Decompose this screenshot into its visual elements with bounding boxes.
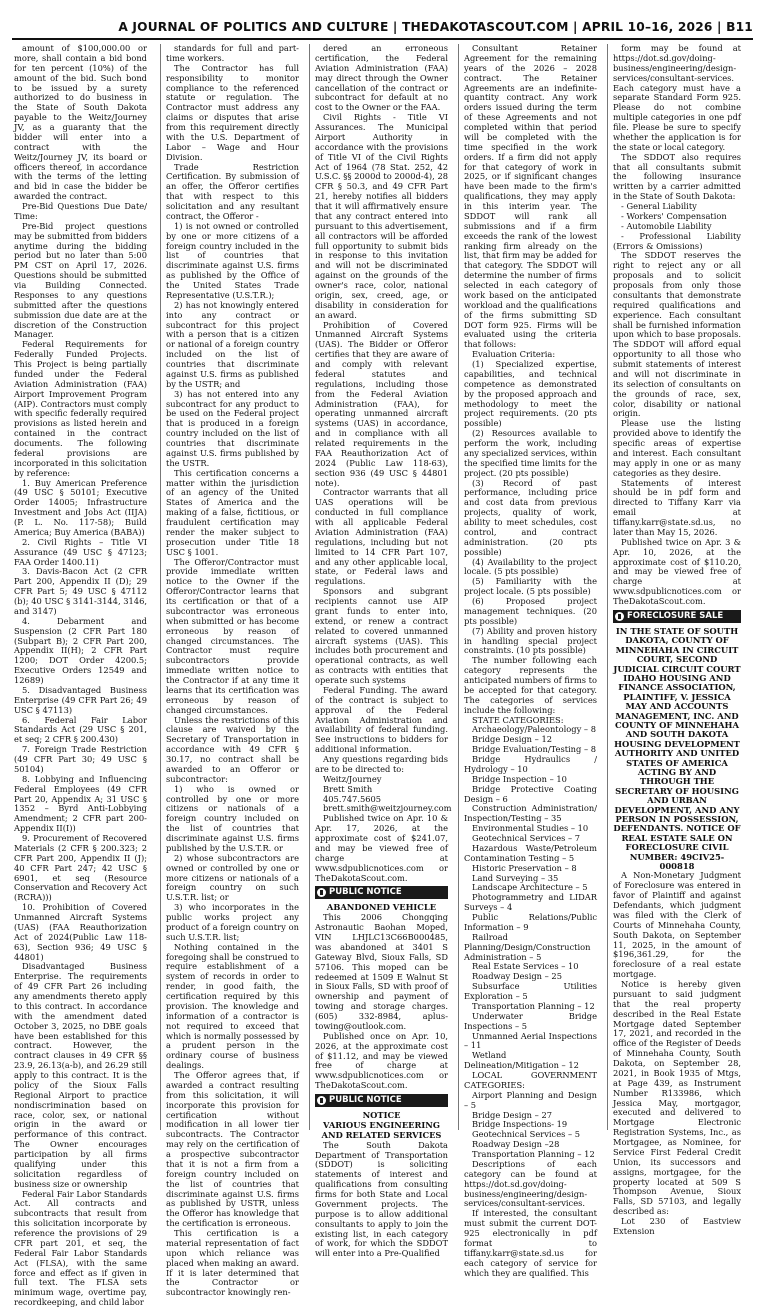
paragraph: Photogrammetry and LIDAR Surveys – 4 bbox=[464, 893, 597, 913]
paragraph: The Contractor has full responsibility to monitor compliance to the referenced statute or regulation. The Contractor must address any claims or disputes that arise from this requirement directly with the U.S. Department of Labor – Wage and Hour Division. bbox=[166, 64, 299, 163]
notice-heading: NOTICE bbox=[315, 1111, 448, 1121]
foreclosure-body: A Non-Monetary Judgment of Foreclosure was entered in favor of Plaintiff and against Defendants, which judgment was filed with the Clerk of Courts of Minnehaha County, South Dakota, on September 11, 2025, in the amount of $196,361.29, for the foreclosure of a real estate mortgage. bbox=[613, 871, 741, 980]
paragraph: (1) Specialized expertise, capabilities, and technical competence as demonstrated by the proposed approach and methodology to meet the project requirements. (20 pts possible) bbox=[464, 360, 597, 429]
paragraph: Please use the listing provided above to identify the specific areas of expertise and interest. Each consultant may apply in one or as many categories as they desire. bbox=[613, 419, 741, 478]
paragraph: dered an erroneous certification, the Federal Aviation Administration (FAA) may direct through the Owner cancellation of the contract or subcontract for default at no cost to the Owner or the FAA. bbox=[315, 44, 448, 113]
paragraph: Federal Requirements for Federally Funded Projects. This Project is being partially funded under the Federal Aviation Administration (FAA) Airport Improvement Program (AIP). Contractors must comply with specific federally required provisions as listed herein and contained in the contract documents. The following federal provisions are incorporated in this solicitation by reference: bbox=[14, 340, 147, 478]
paragraph: Transportation Planning – 12 bbox=[464, 1150, 597, 1160]
paragraph: Prohibition of Covered Unmanned Aircraft Systems (UAS). The Bidder or Offeror certifies that they are aware of and comply with relevant federal statutes and regulations, including those from the Federal Aviation Administration (FAA), for operating unmanned aircraft systems (UAS) in accordance, and in compliance with all related requirements in the FAA Reauthorization Act of 2024 (Public Law 118-63), section 936 (49 USC § 44801 note). bbox=[315, 321, 448, 489]
column-3 bbox=[315, 44, 448, 1130]
paragraph: 5. Disadvantaged Business Enterprise (49 CFR Part 26; 49 USC § 47113) bbox=[14, 686, 147, 716]
paragraph: Bridge Protective Coating Design – 6 bbox=[464, 785, 597, 805]
paragraph: 1) is not owned or controlled by one or more citizens of a foreign country included in the list of countries that discriminate against U.S. firms as published by the Office of the United States Trade Representative (U.S.T.R.); bbox=[166, 222, 299, 301]
paragraph: 3) who incorporates in the public works project any product of a foreign country on such U.S.T.R. list; bbox=[166, 903, 299, 943]
paragraph: Construction Administration/ Inspection/Testing – 35 bbox=[464, 804, 597, 824]
paragraph: If interested, the consultant must submit the current DOT-925 electronically in pdf format to tiffany.karr@state.sd.us for each category of service for which they are qualified. This bbox=[464, 1209, 597, 1278]
paragraph: Geotechnical Services – 5 bbox=[464, 1130, 597, 1140]
paragraph: 3. Davis-Bacon Act (2 CFR Part 200, Appendix II (D); 29 CFR Part 5; 49 USC § 47112 (b); 40 USC § 3141-3144, 3146, and 3147) bbox=[14, 567, 147, 616]
paragraph: 1) who is owned or controlled by one or more citizens or nationals of a foreign country included on the list of countries that discriminate against U.S. firms published by the U.S.T.R. or bbox=[166, 785, 299, 854]
paragraph: Roadway Design –28 bbox=[464, 1140, 597, 1150]
paragraph: Sponsors and subgrant recipients cannot use AIP grant funds to enter into, extend, or renew a contract related to covered unmanned aircraft systems (UAS). This includes both procurement and operational contracts, as well as contracts with entities that operate such systems bbox=[315, 587, 448, 686]
case-caption: IN THE STATE OF SOUTH DAKOTA, COUNTY OF MINNEHAHA IN CIRCUIT COURT, SECOND JUDICIAL CIRCUIT COURT IDAHO HOUSING AND FINANCE ASSOCIATION, PLAINTIFF, V. JESSICA MAY AND ACCOUNTS MANAGEMENT, INC. AND COUNTY OF MINNEHAHA AND SOUTH DAKOTA HOUSING DEVELOPMENT AUTHORITY AND UNITED STATES OF AMERICA ACTING BY AND THROUGH THE SECRETARY OF HOUSING AND URBAN DEVELOPMENT, AND ANY PERSON IN POSSESSION, DEFENDANTS. NOTICE OF REAL ESTATE SALE ON FORECLOSURE CIVIL NUMBER: 49CIV25-000818 bbox=[613, 627, 741, 872]
gavel-icon bbox=[317, 888, 326, 897]
masthead bbox=[0, 0, 765, 36]
paragraph: - Professional Liability (Errors & Omissions) bbox=[613, 232, 741, 252]
paragraph: STATE CATEGORIES: bbox=[464, 716, 597, 726]
paragraph: - Workers' Compensation bbox=[613, 212, 741, 222]
paragraph: 6. Federal Fair Labor Standards Act (29 USC § 201, et seq; 2 CFR § 200.430) bbox=[14, 716, 147, 746]
paragraph: 1. Buy American Preference (49 USC § 50101; Executive Order 14005; Infrastructure Investment and Jobs Act (IIJA) (P. L. No. 117-58); Build America; Buy America (BABA)) bbox=[14, 479, 147, 538]
publication-note: Published once on Apr. 10, 2026, at the approximate cost of $11.12, and may be viewed free of charge at www.sdpublicnotices.com or TheDakotaScout.com. bbox=[315, 1032, 448, 1091]
paragraph: Unless the restrictions of this clause are waived by the Secretary of Transportation in accordance with 49 CFR § 30.17, no contract shall be awarded to an Offeror or subcontractor: bbox=[166, 716, 299, 785]
banner-label: PUBLIC NOTICE bbox=[329, 887, 402, 897]
paragraph: 2. Civil Rights – Title VI Assurance (49 USC § 47123; FAA Order 1400.11) bbox=[14, 538, 147, 568]
paragraph: 2) whose subcontractors are owned or controlled by one or more citizens or nationals of a foreign country on such U.S.T.R. list; or bbox=[166, 854, 299, 903]
paragraph: Bridge Evaluation/Testing – 8 bbox=[464, 745, 597, 755]
paragraph: (3) Record of past performance, including price and cost data from previous projects, quality of work, ability to meet schedules, cost control, and contract administration. (20 pts possible) bbox=[464, 479, 597, 558]
column-1 bbox=[14, 44, 147, 1130]
column-2 bbox=[166, 44, 299, 1130]
paragraph: 2) has not knowingly entered into any contract or subcontract for this project with a person that is a citizen or national of a foreign country included on the list of countries that discriminate against U.S. firms as published by the USTR; and bbox=[166, 301, 299, 390]
paragraph: Any questions regarding bids are to be directed to: bbox=[315, 755, 448, 775]
paragraph: Underwater Bridge Inspections – 5 bbox=[464, 1012, 597, 1032]
masthead-text: A JOURNAL OF POLITICS AND CULTURE | THEDAKOTASCOUT.COM | APRIL 10–16, 2026 | B11 bbox=[118, 20, 753, 34]
column-3-body bbox=[315, 44, 448, 883]
paragraph: Weitz/Journey bbox=[315, 775, 448, 785]
paragraph: - General Liability bbox=[613, 202, 741, 212]
paragraph: Historic Preservation – 8 bbox=[464, 864, 597, 874]
paragraph: (6) Proposed project management techniques. (20 pts possible) bbox=[464, 597, 597, 627]
paragraph: Railroad Planning/Design/Construction Administration – 5 bbox=[464, 933, 597, 963]
paragraph: Contractor warrants that all UAS operations will be conducted in full compliance with all applicable Federal Aviation Administration (FAA) regulations, including but not limited to 14 CFR Part 107, and any other applicable local, state, or Federal laws and regulations. bbox=[315, 488, 448, 587]
notice-subheading: VARIOUS ENGINEERING AND RELATED SERVICES bbox=[315, 1121, 448, 1141]
gavel-icon bbox=[317, 1096, 326, 1105]
paragraph: LOCAL GOVERNMENT CATEGORIES: bbox=[464, 1071, 597, 1091]
paragraph: Civil Rights - Title VI Assurances. The Municipal Airport Authority in accordance with the provisions of Title VI of the Civil Rights Act of 1964 (78 Stat. 252, 42 U.S.C. §§ 2000d to 2000d-4), 28 CFR § 50.3, and 49 CFR Part 21, hereby notifies all bidders that it will affirmatively ensure that any contract entered into pursuant to this advertisement, all contractors will be afforded full opportunity to submit bids in response to this invitation and will not be discriminated against on the grounds of the owner's race, color, national origin, sex, creed, age, or disability in consideration for an award. bbox=[315, 113, 448, 320]
paragraph: Subsurface Utilities Exploration – 5 bbox=[464, 982, 597, 1002]
paragraph: 405.747.5605 bbox=[315, 795, 448, 805]
foreclosure-banner bbox=[613, 610, 741, 623]
paragraph: standards for full and part-time workers. bbox=[166, 44, 299, 64]
column-5-body bbox=[613, 44, 741, 607]
paragraph: Geotechnical Services – 7 bbox=[464, 834, 597, 844]
masthead-rule bbox=[12, 38, 753, 40]
paragraph: Trade Restriction Certification. By submission of an offer, the Offeror certifies that with respect to this solicitation and any resultant contract, the Offeror - bbox=[166, 163, 299, 222]
paragraph: Public Relations/Public Information – 9 bbox=[464, 913, 597, 933]
paragraph: (4) Availability to the project locale. (5 pts possible) bbox=[464, 558, 597, 578]
paragraph: Archaeology/Paleontology – 8 bbox=[464, 725, 597, 735]
paragraph: The SDDOT also requires that all consultants submit the following insurance written by a carrier admitted in the State of South Dakota: bbox=[613, 153, 741, 202]
banner-label: FORECLOSURE SALE bbox=[627, 611, 723, 621]
paragraph: Brett Smith bbox=[315, 785, 448, 795]
paragraph: (5) Familiarity with the project locale. (5 pts possible) bbox=[464, 577, 597, 597]
paragraph: form may be found at https://dot.sd.gov/doing-business/engineering/design-services/consultant-services. Each category must have a separate Standard Form 925. Please do not combine multiple categories in one pdf file. Please be sure to specify whether the application is for the state or local category. bbox=[613, 44, 741, 153]
paragraph: Roadway Design – 25 bbox=[464, 972, 597, 982]
foreclosure-body: Notice is hereby given pursuant to said judgment that the real property described in the Real Estate Mortgage dated September 17, 2021, and recorded in the office of the Register of Deeds of Minnehaha County, South Dakota, on September 28, 2021, in Book 1935 of Mtgs, at Page 439, as Instrument Number R133986, which Jessica May, mortgagor, executed and delivered to Mortgage Electronic Registration Systems, Inc., as Mortgagee, as Nominee, for Service First Federal Credit Union, its successors and assigns, mortgagee, for the property located at 509 S Thompson Avenue, Sioux Falls, SD 57103, and legally described as: bbox=[613, 980, 741, 1217]
notice-body: This 2006 Chongqing Astronautic Baohan Moped, VIN LHJLC13C66B000485, was abandoned at 3401 S Gateway Blvd, Sioux Falls, SD 57106. This moped can be redeemed at 1509 E Walnut St in Sioux Falls, SD with proof of ownership and payment of towing and storage charges. (605) 332-8984, aplus-towing@outlook.com. bbox=[315, 913, 448, 1032]
paragraph: 8. Lobbying and Influencing Federal Employees (49 CFR Part 20, Appendix A; 31 USC § 1352 – Byrd Anti-Lobbying Amendment; 2 CFR part 200- Appendix II(I)) bbox=[14, 775, 147, 834]
paragraph: The Offeror agrees that, if awarded a contract resulting from this solicitation, it will incorporate this provision for certification without modification in all lower tier subcontracts. The Contractor may rely on the certification of a prospective subcontractor that it is not a firm from a foreign country included on the list of countries that discriminate against U.S. firms as published by USTR, unless the Offeror has knowledge that the certification is erroneous. bbox=[166, 1071, 299, 1229]
paragraph: Bridge Design – 27 bbox=[464, 1111, 597, 1121]
paragraph: 9. Procurement of Recovered Materials (2 CFR § 200.323; 2 CFR Part 200, Appendix II (J); 40 CFR Part 247; 42 USC § 6901, et seq (Resource Conservation and Recovery Act (RCRA))) bbox=[14, 834, 147, 903]
paragraph: Pre-Bid Questions Due Date/ Time: bbox=[14, 202, 147, 222]
notice-columns bbox=[14, 44, 754, 1130]
paragraph: - Automobile Liability bbox=[613, 222, 741, 232]
public-notice-banner bbox=[315, 1094, 448, 1107]
paragraph: Landscape Architecture – 5 bbox=[464, 883, 597, 893]
foreclosure-body: Lot 230 of Eastview Extension bbox=[613, 1217, 741, 1237]
column-4 bbox=[464, 44, 597, 1130]
paragraph: (7) Ability and proven history in handling special project constraints. (10 pts possible) bbox=[464, 627, 597, 657]
paragraph: This certification is a material representation of fact upon which reliance was placed when making an award. If it is later determined that the Contractor or subcontractor knowingly ren- bbox=[166, 1229, 299, 1298]
paragraph: Descriptions of each category can be found at https://dot.sd.gov/doing-business/engineering/design-services/consultant-services. bbox=[464, 1160, 597, 1209]
paragraph: The number following each category represents the anticipated numbers of firms to be accepted for that category. The categories of services include the following: bbox=[464, 656, 597, 715]
paragraph: Bridge Inspections- 19 bbox=[464, 1120, 597, 1130]
gavel-icon bbox=[615, 612, 624, 621]
paragraph: Airport Planning and Design – 5 bbox=[464, 1091, 597, 1111]
paragraph: Transportation Planning – 12 bbox=[464, 1002, 597, 1012]
public-notice-banner bbox=[315, 886, 448, 899]
paragraph: Pre-Bid project questions may be submitted from bidders anytime during the bidding period but no later than 5:00 PM CST on April 17, 2026. Questions should be submitted via Building Connected. Responses to any questions submitted after the questions submission due date are at the discretion of the Construction Manager. bbox=[14, 222, 147, 341]
column-5 bbox=[613, 44, 741, 1130]
paragraph: Real Estate Services – 10 bbox=[464, 962, 597, 972]
paragraph: Federal Fair Labor Standards Act. All contracts and subcontracts that result from this solicitation incorporate by reference the provisions of 29 CFR part 201, et seq, the Federal Fair Labor Standards Act (FLSA), with the same force and effect as if given in full text. The FLSA sets minimum wage, overtime pay, recordkeeping, and child labor bbox=[14, 1190, 147, 1308]
paragraph: Land Surveying – 35 bbox=[464, 874, 597, 884]
paragraph: (2) Resources available to perform the work, including any specialized services, within the specified time limits for the project. (20 pts possible) bbox=[464, 429, 597, 478]
paragraph: brett.smith@weitzjourney.com bbox=[315, 804, 448, 814]
paragraph: Nothing contained in the foregoing shall be construed to require establishment of a system of records in order to render, in good faith, the certification required by this provision. The knowledge and information of a contractor is not required to exceed that which is normally possessed by a prudent person in the ordinary course of business dealings. bbox=[166, 943, 299, 1071]
paragraph: amount of $100,000.00 or more, shall contain a bid bond for ten percent (10%) of the amount of the bid. Such bond to be issued by a surety authorized to do business in the State of South Dakota payable to the Weitz/Journey JV, as a guaranty that the bidder will enter into a contract with the Weitz/Journey JV, its board or officers thereof, in accordance with the terms of the letting and bid in case the bidder be awarded the contract. bbox=[14, 44, 147, 202]
paragraph: Consultant Retainer Agreement for the remaining years of the 2026 – 2028 contract. The Retainer Agreements are an indefinite-quantity contract. Any work orders issued during the term of these Agreements and not completed within that period will be completed with the time specified in the work orders. If a firm did not apply for that category of work in 2025, or if significant changes have been made to the firm's qualifications, they may apply in this interim year. The SDDOT will rank all submissions and if a firm exceeds the rank of the lowest ranking firm already on the list, that firm may be added for that category. The SDDOT will determine the number of firms selected in each category of work based on the anticipated workload and the qualifications of the firms submitting SD DOT form 925. Firms will be evaluated using the criteria that follows: bbox=[464, 44, 597, 350]
paragraph: Environmental Studies – 10 bbox=[464, 824, 597, 834]
paragraph: Hazardous Waste/Petroleum Contamination Testing – 5 bbox=[464, 844, 597, 864]
paragraph: 10. Prohibition of Covered Unmanned Aircraft Systems (UAS) (FAA Reauthorization Act of 2024(Public Law 118-63), Section 936; 49 USC § 44801) bbox=[14, 903, 147, 962]
paragraph: Bridge Hydraulics / Hydrology – 10 bbox=[464, 755, 597, 775]
paragraph: Disadvantaged Business Enterprise. The requirements of 49 CFR Part 26 including any amendments thereto apply to this contract. In accordance with the amendment dated October 3, 2025, no DBE goals have been established for this contract. However, the contract clauses in 49 CFR §§ 23.9, 26.13(a-b), and 26.29 still apply to this contract. It is the policy of the Sioux Falls Regional Airport to practice nondiscrimination based on race, color, sex, or national origin in the award or performance of this contract. The Owner encourages participation by all firms qualifying under this solicitation regardless of business size or ownership bbox=[14, 962, 147, 1189]
banner-label: PUBLIC NOTICE bbox=[329, 1095, 402, 1105]
paragraph: This certification concerns a matter within the jurisdiction of an agency of the United States of America and the making of a false, fictitious, or fraudulent certification may render the maker subject to prosecution under Title 18 USC § 1001. bbox=[166, 469, 299, 558]
paragraph: Published twice on Apr. 3 & Apr. 10, 2026, at the approximate cost of $110.20, and may be viewed free of charge at www.sdpublicnotices.com or TheDakotaScout.com. bbox=[613, 538, 741, 607]
paragraph: The SDDOT reserves the right to reject any or all proposals and to solicit proposals from only those consultants that demonstrate required qualifications and experience. Each consultant shall be furnished information upon which to base proposals. The SDDOT will afford equal opportunity to all those who submit statements of interest and will not discriminate in its selection of consultants on the grounds of race, sex, color, disability or national origin. bbox=[613, 251, 741, 419]
paragraph: Unmanned Aerial Inspections – 11 bbox=[464, 1032, 597, 1052]
paragraph: Statements of interest should be in pdf form and directed to Tiffany Karr via email at tiffany.karr@state.sd.us, no later than May 15, 2026. bbox=[613, 479, 741, 538]
paragraph: Bridge Inspection – 10 bbox=[464, 775, 597, 785]
paragraph: 3) has not entered into any subcontract for any product to be used on the Federal project that is produced in a foreign country included on the list of countries that discriminate against U.S. firms published by the USTR. bbox=[166, 390, 299, 469]
paragraph: Bridge Design – 12 bbox=[464, 735, 597, 745]
notice-heading: ABANDONED VEHICLE bbox=[315, 903, 448, 913]
paragraph: Published twice on Apr. 10 & Apr. 17, 2026, at the approximate cost of $241.07, and may be viewed free of charge at www.sdpublicnotices.com or TheDakotaScout.com. bbox=[315, 814, 448, 883]
paragraph: 4. Debarment and Suspension (2 CFR Part 180 (Subpart B); 2 CFR Part 200, Appendix II(H); 2 CFR Part 1200; DOT Order 4200.5; Executive Orders 12549 and 12689) bbox=[14, 617, 147, 686]
paragraph: 7. Foreign Trade Restriction (49 CFR Part 30; 49 USC § 50104) bbox=[14, 745, 147, 775]
paragraph: Wetland Delineation/Mitigation – 12 bbox=[464, 1051, 597, 1071]
paragraph: The Offeror/Contractor must provide immediate written notice to the Owner if the Offeror/Contractor learns that its certification or that of a subcontractor was erroneous when submitted or has become erroneous by reason of changed circumstances. The Contractor must require subcontractors provide immediate written notice to the Contractor if at any time it learns that its certification was erroneous by reason of changed circumstances. bbox=[166, 558, 299, 716]
paragraph: Federal Funding. The award of the contract is subject to approval of the Federal Aviation Administration and availability of federal funding. See instructions to bidders for additional information. bbox=[315, 686, 448, 755]
notice-body: The South Dakota Department of Transportation (SDDOT) is soliciting statements of interest and qualifications from consulting firms for both State and Local Government projects. The purpose is to allow additional consultants to apply to join the existing list, in each category of work, for which the SDDOT will enter into a Pre-Qualified bbox=[315, 1141, 448, 1260]
paragraph: Evaluation Criteria: bbox=[464, 350, 597, 360]
